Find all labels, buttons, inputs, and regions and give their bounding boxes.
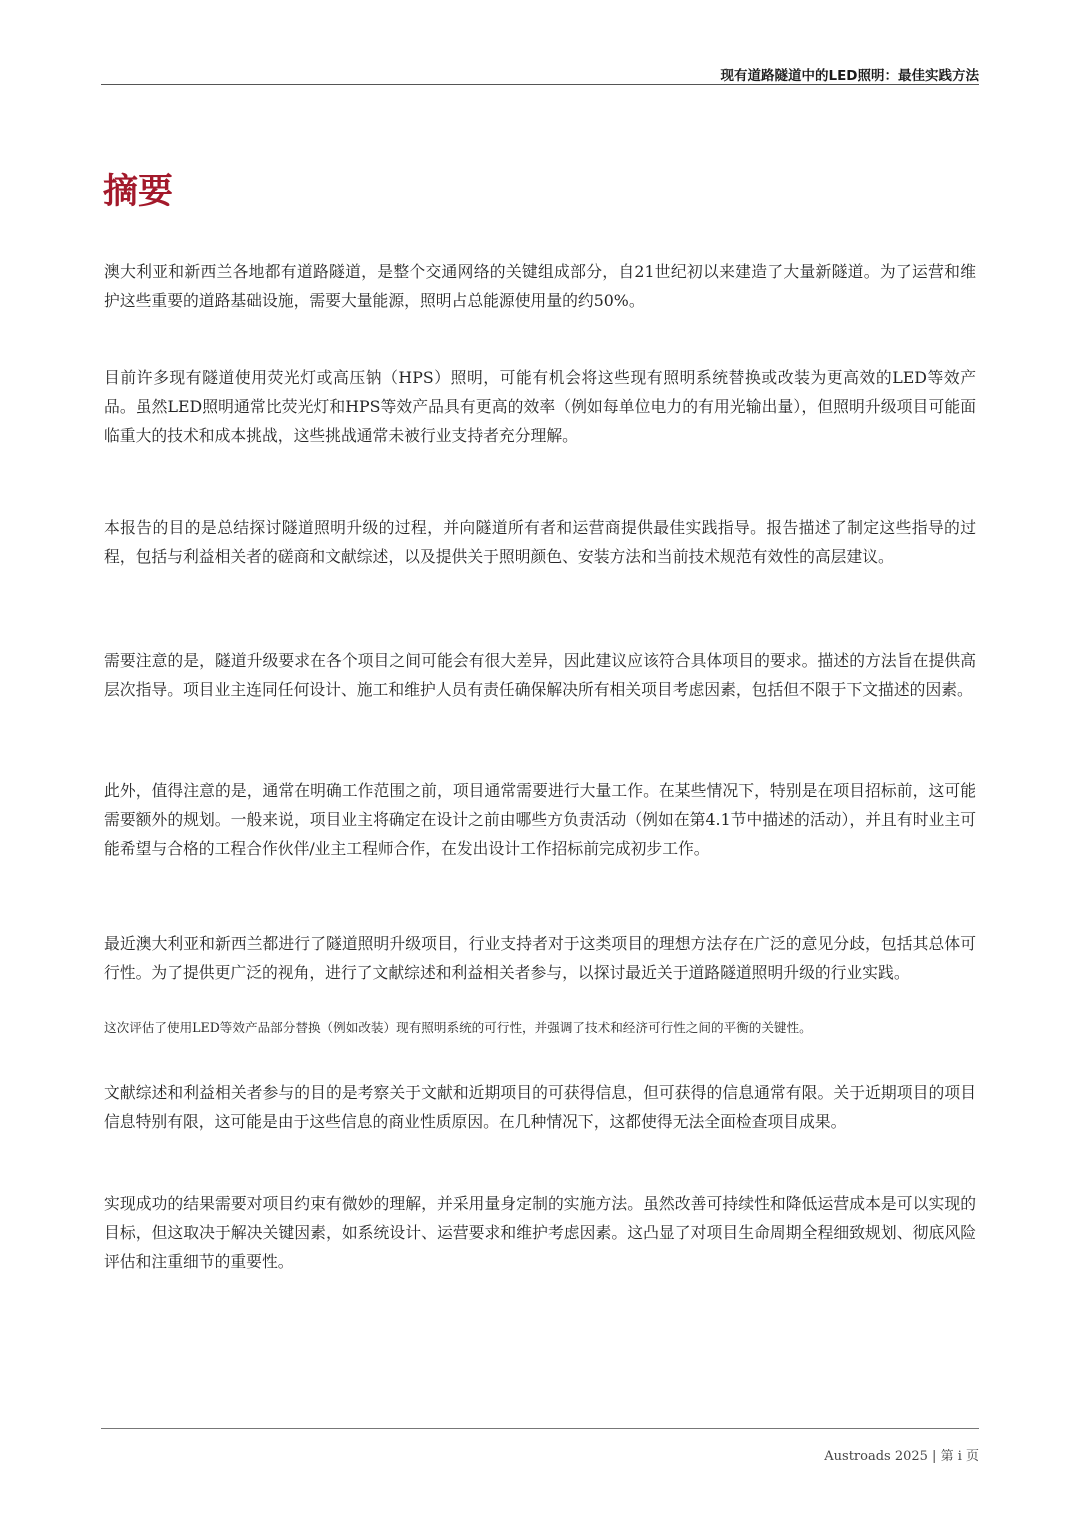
paragraph-1: 澳大利亚和新西兰各地都有道路隧道，是整个交通网络的关键组成部分，自21世纪初以来建造了大量新隧道。为了运营和维护这些重要的道路基础设施，需要大量能源，照明占总能源使用量的约50%。 — [104, 262, 976, 310]
paragraph-8: 文献综述和利益相关者参与的目的是考察关于文献和近期项目的可获得信息，但可获得的信息通常有限。关于近期项目的项目信息特别有限，这可能是由于这些信息的商业性质原因。在几种情况下，这都使得无法全面检查项目成果。 — [104, 1083, 976, 1131]
paragraph-3: 本报告的目的是总结探讨隧道照明升级的过程，并向隧道所有者和运营商提供最佳实践指导。报告描述了制定这些指导的过程，包括与利益相关者的磋商和文献综述，以及提供关于照明颜色、安装方法和当前技术规范有效性的高层建议。 — [104, 518, 976, 566]
page-title: 摘要 — [103, 172, 174, 212]
running-header — [101, 62, 979, 85]
page-number: Austroads 2025 | 第 i 页 — [824, 1449, 979, 1464]
running-header-title: 现有道路隧道中的LED照明：最佳实践方法 — [720, 68, 979, 84]
paragraph-2: 目前许多现有隧道使用荧光灯或高压钠（HPS）照明，可能有机会将这些现有照明系统替换或改装为更高效的LED等效产品。虽然LED照明通常比荧光灯和HPS等效产品具有更高的效率（例如每单位电力的有用光输出量），但照明升级项目可能面临重大的技术和成本挑战，这些挑战通常未被行业支持者充分理解。 — [104, 368, 976, 445]
page-footer — [101, 1428, 979, 1464]
paragraph-6: 最近澳大利亚和新西兰都进行了隧道照明升级项目，行业支持者对于这类项目的理想方法存在广泛的意见分歧，包括其总体可行性。为了提供更广泛的视角，进行了文献综述和利益相关者参与，以探讨最近关于道路隧道照明升级的行业实践。 — [104, 934, 976, 982]
paragraph-4: 需要注意的是，隧道升级要求在各个项目之间可能会有很大差异，因此建议应该符合具体项目的要求。描述的方法旨在提供高层次指导。项目业主连同任何设计、施工和维护人员有责任确保解决所有相关项目考虑因素，包括但不限于下文描述的因素。 — [104, 651, 976, 699]
paragraph-5: 此外，值得注意的是，通常在明确工作范围之前，项目通常需要进行大量工作。在某些情况下，特别是在项目招标前，这可能需要额外的规划。一般来说，项目业主将确定在设计之前由哪些方负责活动（例如在第4.1节中描述的活动），并且有时业主可能希望与合格的工程合作伙伴/业主工程师合作，在发出设计工作招标前完成初步工作。 — [104, 781, 976, 858]
paragraph-9: 实现成功的结果需要对项目约束有微妙的理解，并采用量身定制的实施方法。虽然改善可持续性和降低运营成本是可以实现的目标，但这取决于解决关键因素，如系统设计、运营要求和维护考虑因素。这凸显了对项目生命周期全程细致规划、彻底风险评估和注重细节的重要性。 — [104, 1194, 976, 1271]
paragraph-7-small: 这次评估了使用LED等效产品部分替换（例如改装）现有照明系统的可行性，并强调了技术和经济可行性之间的平衡的关键性。 — [104, 1020, 812, 1035]
